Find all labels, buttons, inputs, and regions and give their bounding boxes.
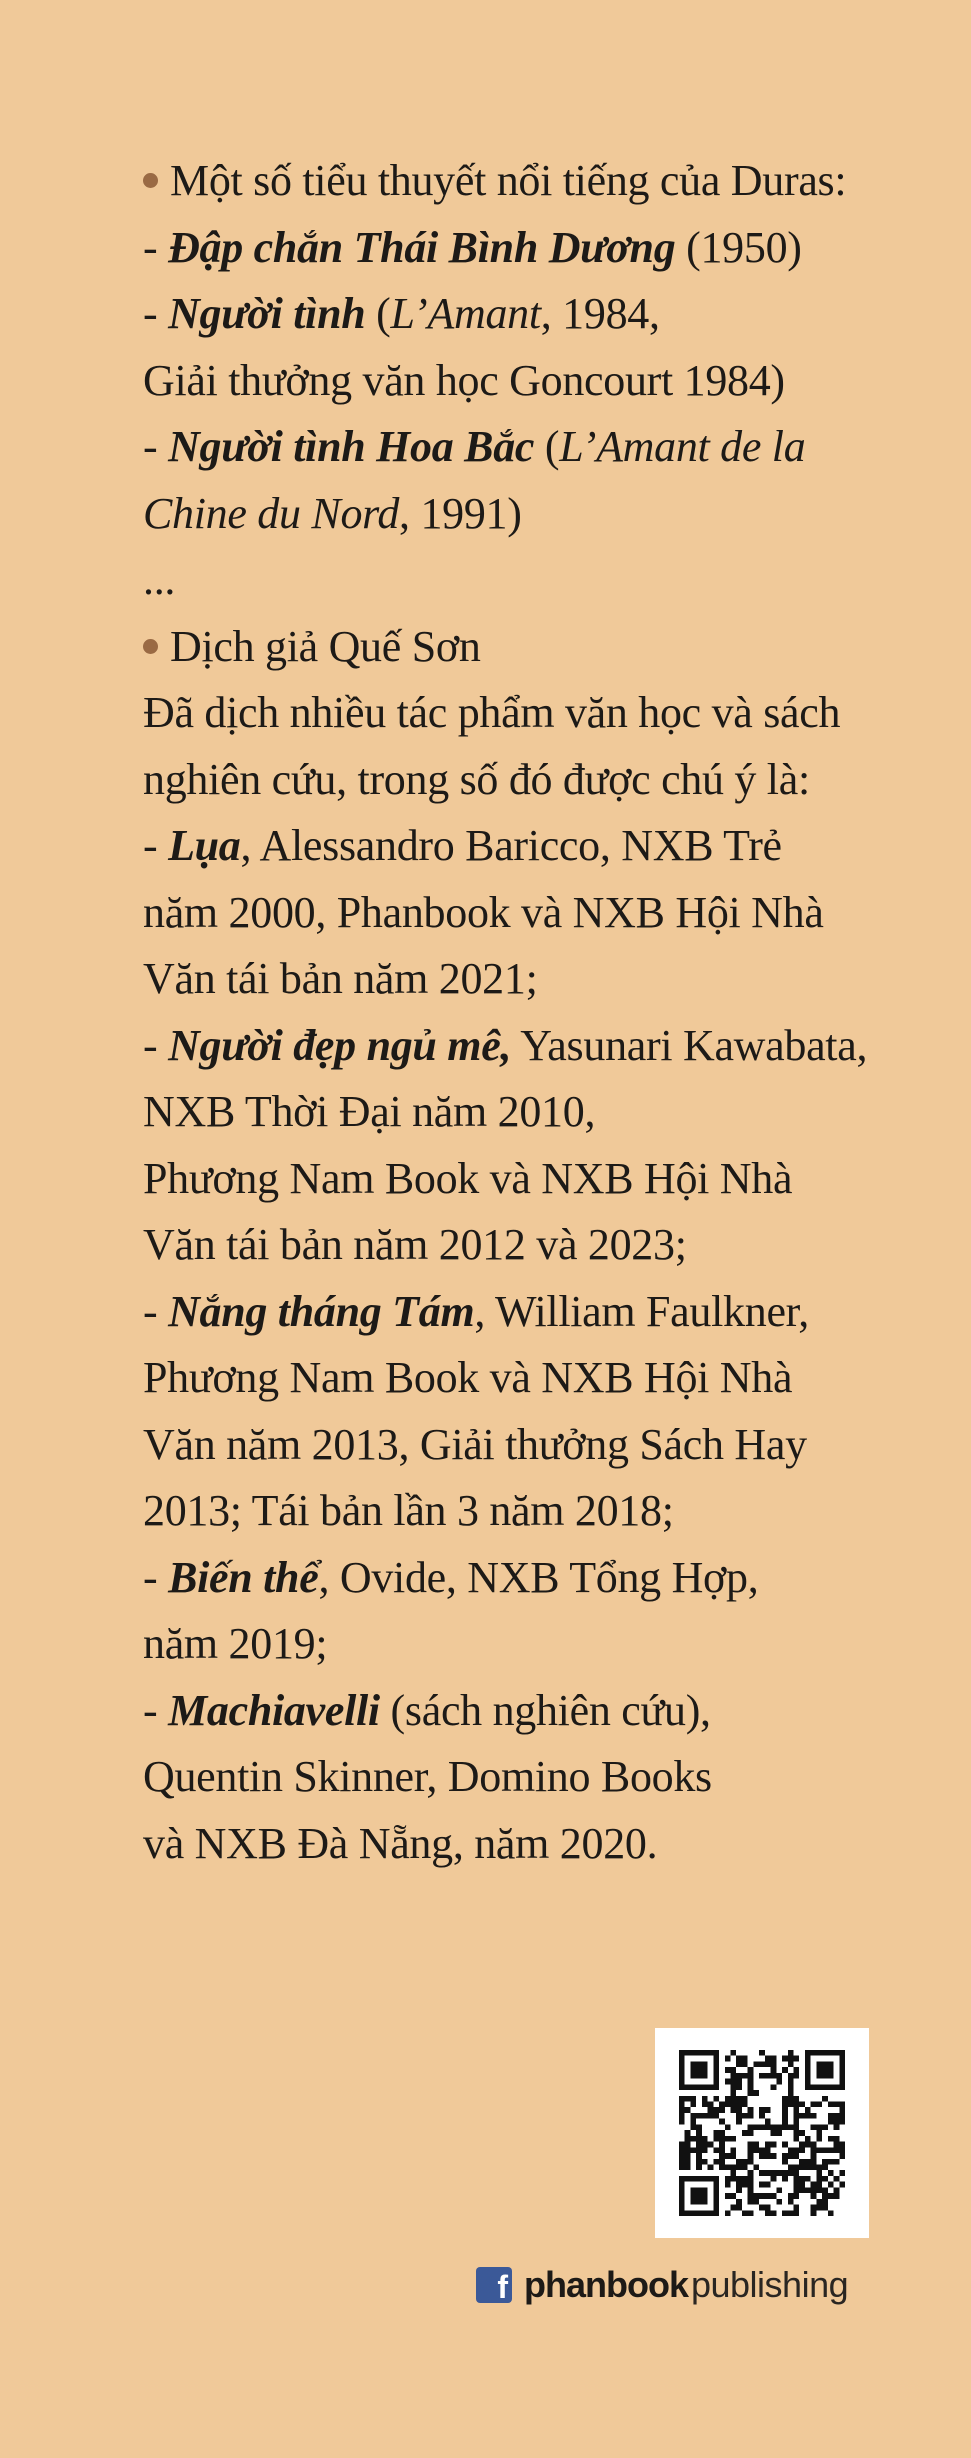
original-title: L’Amant de la (559, 422, 806, 471)
novel-title: Người tình Hoa Bắc (168, 422, 535, 471)
brand-name: phanbook (524, 2264, 688, 2305)
qr-code-card[interactable] (655, 2028, 869, 2238)
work-info-line: Văn năm 2013, Giải thưởng Sách Hay (143, 1419, 807, 1469)
work-info-line: 2013; Tái bản lần 3 năm 2018; (143, 1486, 674, 1535)
dash: - (143, 289, 169, 338)
original-title: L’Amant (390, 289, 541, 338)
translator-heading: Dịch giả Quế Sơn (170, 621, 481, 671)
novel-item (143, 215, 943, 282)
novel-year: , 1991) (399, 488, 522, 538)
bullet-icon (143, 173, 158, 188)
novels-heading: Một số tiểu thuyết nổi tiếng của Duras: (170, 156, 847, 205)
translator-heading-line (143, 614, 943, 681)
dash: - (143, 222, 169, 272)
work-info-line: Phương Nam Book và NXB Hội Nhà (143, 1153, 793, 1203)
dash: - (143, 1552, 169, 1602)
original-title: Chine du Nord (143, 488, 400, 538)
work-info: , William Faulkner, (474, 1286, 809, 1336)
novel-item-cont (143, 481, 943, 548)
work-info-line: NXB Thời Đại năm 2010, (143, 1087, 596, 1136)
work-item (143, 1013, 943, 1080)
work-info-line: Quentin Skinner, Domino Books (143, 1752, 712, 1801)
dash: - (143, 821, 169, 870)
translator-intro: nghiên cứu, trong số đó được chú ý là: (143, 754, 810, 804)
work-title: Biến thể (168, 1552, 319, 1602)
dash: - (143, 422, 169, 471)
novel-item (143, 414, 943, 481)
paren-open: ( (534, 422, 560, 471)
dash: - (143, 1020, 169, 1070)
dash: - (143, 1286, 169, 1336)
work-info: , Ovide, NXB Tổng Hợp, (318, 1552, 759, 1602)
novel-title: Người tình (168, 289, 366, 338)
facebook-icon[interactable]: f (476, 2267, 512, 2303)
novel-title: Đập chắn Thái Bình Dương (168, 222, 676, 272)
text-block (143, 148, 943, 1877)
ellipsis: ... (143, 555, 176, 604)
work-item (143, 1678, 943, 1745)
work-item (143, 1545, 943, 1612)
work-info-line: năm 2000, Phanbook và NXB Hội Nhà (143, 887, 824, 937)
work-info-line: Phương Nam Book và NXB Hội Nhà (143, 1353, 793, 1402)
paren-open: ( (365, 289, 391, 338)
translator-intro: Đã dịch nhiều tác phẩm văn học và sách (143, 688, 841, 737)
work-info: (sách nghiên cứu), (379, 1685, 711, 1735)
dash: - (143, 1685, 169, 1735)
brand-suffix: publishing (690, 2264, 849, 2305)
work-info-line: năm 2019; (143, 1619, 328, 1668)
qr-code-icon (677, 2050, 847, 2216)
work-title: Nắng tháng Tám (168, 1286, 475, 1336)
bullet-icon (143, 639, 158, 654)
work-title: Machiavelli (168, 1685, 380, 1735)
novel-award: Giải thưởng văn học Goncourt 1984) (143, 355, 785, 405)
novel-year: (1950) (675, 222, 802, 272)
publisher-logo (476, 2263, 848, 2307)
work-info: , Alessandro Baricco, NXB Trẻ (240, 821, 782, 870)
work-info-line: Văn tái bản năm 2012 và 2023; (143, 1220, 687, 1269)
work-item (143, 813, 943, 880)
novel-item (143, 281, 943, 348)
work-info-line: và NXB Đà Nẵng, năm 2020. (143, 1818, 658, 1868)
work-info-line: Văn tái bản năm 2021; (143, 954, 538, 1003)
novel-year: , 1984, (540, 289, 660, 338)
work-item (143, 1279, 943, 1346)
work-title: Người đẹp ngủ mê, (168, 1020, 512, 1070)
work-info: Yasunari Kawabata, (511, 1020, 868, 1070)
work-title: Lụa (168, 821, 241, 870)
novels-heading-line (143, 148, 943, 215)
